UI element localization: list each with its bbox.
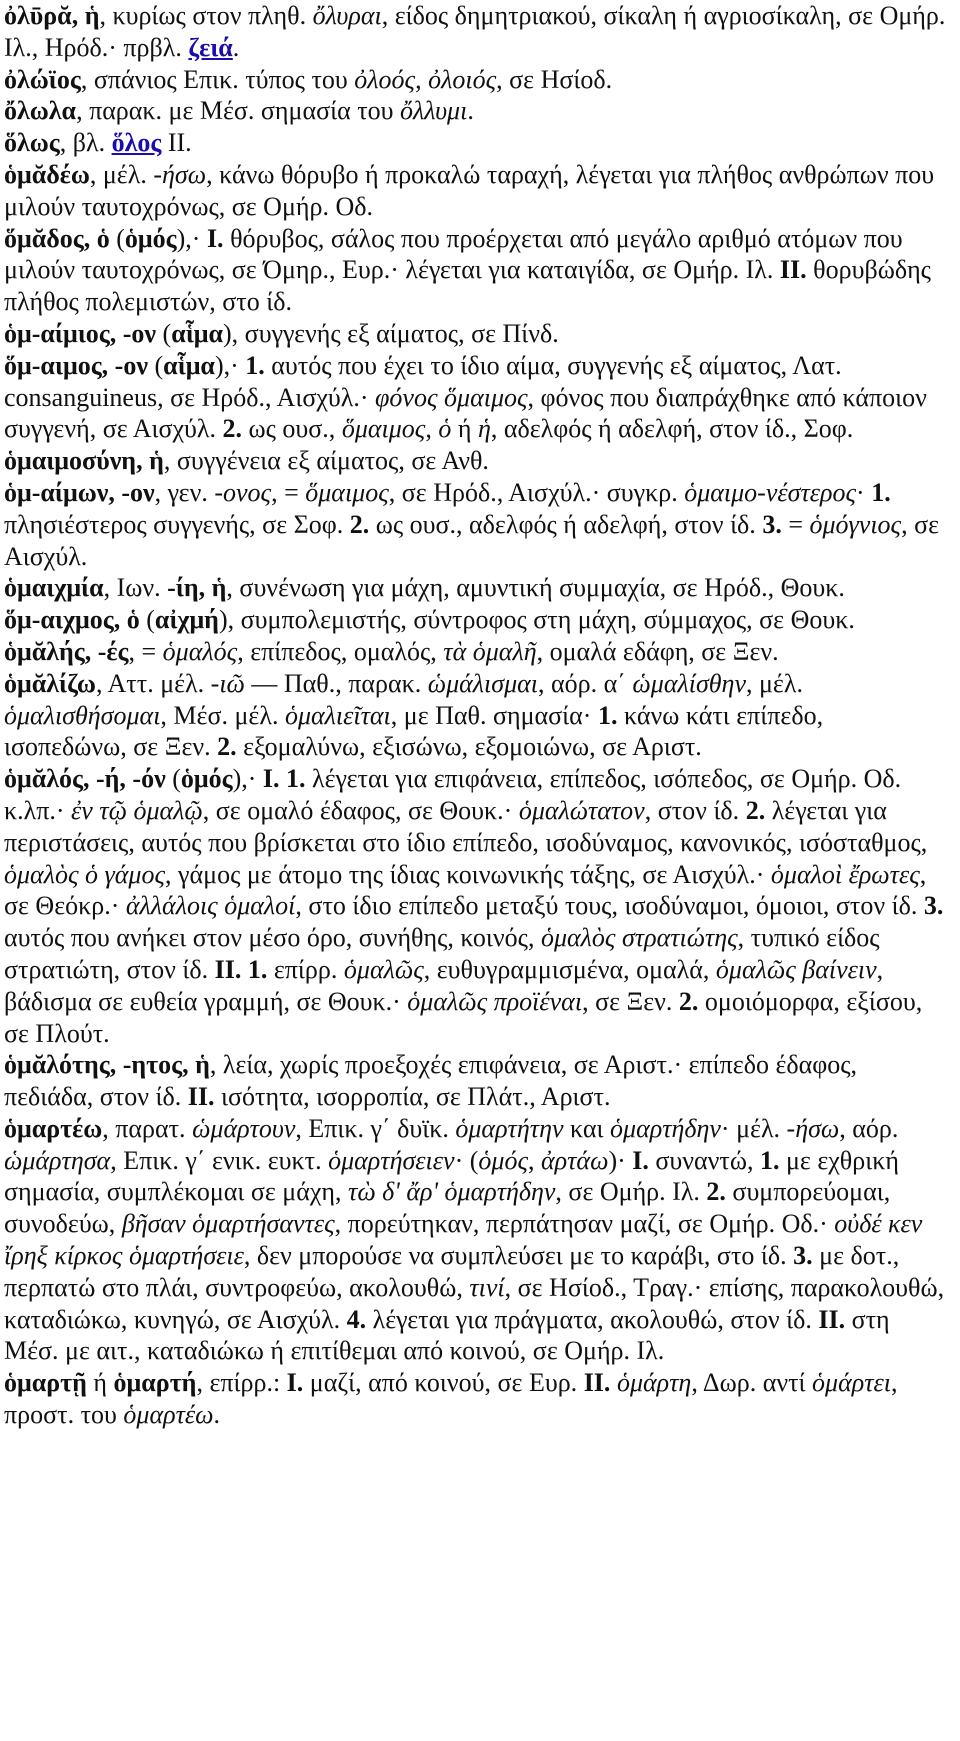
entry-text: , επίπεδος, ομαλός, [237, 636, 444, 666]
entry-text: ή [451, 414, 478, 444]
entry-text: ( [165, 764, 181, 794]
greek-italic: ὁμαλοὶ ἔρωτες [770, 859, 920, 889]
greek-italic: ὁ [438, 414, 452, 444]
headword-bold: ὁμαρτέω [4, 1113, 103, 1143]
entry-text: , σε Ησίοδ. [496, 64, 613, 94]
headword-bold: 1. [759, 1145, 780, 1175]
entry-text: , σε Θεόκρ.· [4, 859, 927, 921]
cross-reference-link[interactable]: ὅλος [111, 128, 162, 158]
entry-text: )· [608, 1145, 633, 1175]
entry-text: , γάμος με άτομο της ίδιας κοινωνικής τάξης, σε Αισχύλ.· [165, 859, 771, 889]
entry-text: αυτός που ανήκει στον μέσο όρο, συνήθης, κοινός, [4, 923, 541, 953]
headword-bold: 1. [871, 477, 891, 507]
headword-bold: αἷμα [171, 318, 224, 348]
dictionary-entry [4, 445, 950, 477]
entry-text: , μέλ. [89, 159, 154, 189]
headword-bold: I. [286, 1368, 304, 1398]
entry-text: εξομαλύνω, εξισώνω, εξομοιώνω, σε Αριστ. [236, 732, 702, 762]
entry-text: ή [86, 1368, 114, 1398]
entry-text: λέγεται για επιφάνεια, επίπεδος, ισόπεδος, σε Ομήρ. Οδ. κ.λπ.· [4, 764, 902, 825]
entry-text: συμπορεύομαι, συνοδεύω, [4, 1177, 891, 1239]
dictionary-entry [4, 1049, 950, 1113]
headword-bold: I. [206, 223, 224, 253]
entry-text: , παρακ. με Μέσ. σημασία του [76, 96, 401, 126]
entry-text: , με Παθ. σημασία· [390, 700, 598, 730]
entry-text: , σε Ησίοδ., Τραγ.· επίσης, παρακολουθώ, καταδιώκω, κυνηγώ, σε Αισχύλ. [4, 1272, 945, 1334]
entry-text: , βάδισμα σε ευθεία γραμμή, σε Θουκ.· [4, 954, 884, 1016]
entry-text: , Δωρ. αντί [691, 1368, 813, 1398]
entry-text: αυτός που έχει το ίδιο αίμα, συγγενής εξ αίματος, Λατ. consanguineus, σε Ηρόδ., Αισχύλ.· [4, 350, 842, 412]
entry-text: ως ουσ., αδελφός ή αδελφή, στον ίδ. [369, 509, 763, 539]
headword-bold: 2. [678, 986, 699, 1016]
greek-italic: ὡμάρτουν [192, 1113, 296, 1143]
entry-text: , συνένωση για μάχη, αμυντική συμμαχία, σε Ηρόδ., Θουκ. [226, 573, 845, 603]
headword-bold: ὅμ-αιμος, -ον [4, 350, 148, 380]
headword-bold: ὁμ-αίμιος, -ον [4, 318, 157, 348]
entry-text: , αδελφός ή αδελφή, στον ίδ., Σοφ. [490, 414, 854, 444]
entry-text: , Ιων. [103, 573, 168, 603]
greek-italic: ὁμαρτήδην [610, 1113, 721, 1143]
greek-italic: -ιῶ [210, 668, 245, 698]
greek-italic: ὁμαλισθήσομαι [4, 700, 161, 730]
greek-italic: -ήσω [153, 159, 207, 189]
entry-text: , Επικ. γ΄ ενικ. ευκτ. [110, 1145, 329, 1175]
headword-bold: αἷμα [163, 350, 215, 380]
greek-italic: τὼ δ' ἄρ' ὁμαρτήδην [348, 1177, 556, 1207]
headword-bold: ὁμαιμοσύνη, ἡ [4, 446, 164, 476]
greek-italic: ὁμαλώτατον [518, 795, 645, 825]
entry-text: ), συμπολεμιστής, σύντροφος στη μάχη, σύμμαχος, σε Θουκ. [218, 605, 855, 635]
entry-text: · [856, 477, 872, 507]
headword-bold: ὀλῡρᾰ, ἡ [4, 1, 100, 30]
entry-text: ( [147, 350, 164, 380]
dictionary-entry [4, 572, 950, 604]
dictionary-entry [4, 64, 950, 96]
entry-text: , ομαλά εδάφη, σε Ξεν. [536, 636, 779, 666]
greek-italic: ὁμαλῶς [343, 954, 424, 984]
headword-bold: ὁμαρτῇ [4, 1368, 87, 1398]
headword-bold: II. 1. [214, 954, 268, 984]
entry-text: , τυπικό είδος στρατιώτη, στον ίδ. [4, 923, 880, 984]
headword-bold: II. [187, 1082, 215, 1112]
entry-text: , [415, 64, 429, 94]
greek-italic: ὁμαλὸς ὁ γάμος [4, 859, 166, 889]
greek-italic: ὡμάρτησα [4, 1145, 111, 1175]
entry-text: . [213, 1400, 220, 1430]
entry-text: · μέλ. [720, 1113, 787, 1143]
greek-italic: ὁμαλιεῖται [284, 700, 391, 730]
entry-text: ),· [232, 764, 263, 794]
dictionary-entry [4, 95, 950, 127]
entry-text: , κυρίως στον πληθ. [99, 1, 313, 30]
cross-reference-link[interactable]: ζειά [188, 32, 233, 62]
headword-bold: 3. [762, 509, 782, 539]
greek-italic: ὁμάρτει [812, 1368, 891, 1398]
headword-bold: ὅμᾰδος, ὁ [4, 223, 110, 253]
entry-text: με δοτ., περπατώ στο πλάι, συντροφεύω, ακολουθώ, [4, 1241, 900, 1302]
dictionary-entry [4, 604, 950, 636]
greek-italic: -ήσω [786, 1113, 840, 1143]
entry-text: , στον ίδ. [644, 795, 746, 825]
entry-text: ( [139, 605, 155, 635]
entry-text: συναντώ, [648, 1145, 760, 1175]
greek-italic: ὁμαλῶς προϊέναι [407, 986, 583, 1016]
entry-text: , μέλ. [745, 668, 803, 698]
greek-italic: ἀλλάλοις ὁμαλοί [125, 891, 296, 921]
greek-italic: τὰ ὁμαλῆ [443, 636, 537, 666]
entry-text: , κάνω θόρυβο ή προκαλώ ταραχή, λέγεται για πλήθος ανθρώπων που μιλούν ταυτοχρόνως, σε Ομήρ. Οδ. [4, 159, 935, 221]
headword-bold: II. [583, 1368, 611, 1398]
entry-text: θορυβώδης πλήθος πολεμιστών, στο ίδ. [4, 255, 931, 317]
entry-text: , σε Ομήρ. Ιλ. [555, 1177, 707, 1207]
headword-bold: I. [632, 1145, 649, 1175]
entry-text: , στο ίδιο επίπεδο μεταξύ τους, ισοδύναμοι, όμοιοι, στον ίδ. [295, 891, 924, 921]
entry-text: επίρρ. [267, 954, 344, 984]
headword-bold: ὄλωλα [4, 96, 77, 126]
entry-text: ),· [176, 223, 207, 253]
headword-bold: ὁμᾰλότης, -ητος, ἡ [4, 1050, 210, 1080]
dictionary-entry [4, 1367, 950, 1431]
entry-text: , σε Ηρόδ., Αισχύλ.· συγκρ. [388, 477, 685, 507]
greek-italic: οὐδέ κεν ἴρηξ κίρκος ὁμαρτήσειε [4, 1209, 923, 1271]
entry-text: · ( [454, 1145, 479, 1175]
dictionary-entry [4, 1113, 950, 1367]
entry-text: , σε ομαλό έδαφος, σε Θουκ.· [202, 795, 519, 825]
entry-text: ομοιόμορφα, εξίσου, σε Πλούτ. [4, 986, 923, 1048]
greek-italic: ὁμαρτήσειεν [328, 1145, 455, 1175]
entry-text: στη Μέσ. με αιτ., καταδιώκω ή επιτίθεμαι από κοινού, σε Ομήρ. Ιλ. [4, 1304, 890, 1366]
entry-text: με εχθρική σημασία, συμπλέκομαι σε μάχη, [4, 1145, 899, 1207]
headword-bold: ὁμᾰλίζω [4, 668, 96, 698]
headword-bold: 2. [745, 795, 766, 825]
dictionary-entry [4, 636, 950, 668]
entry-text: . [467, 96, 474, 126]
entry-text: , σε Αισχύλ. [4, 509, 940, 571]
entry-text: , Αττ. μέλ. [95, 668, 211, 698]
greek-italic: ἡ [477, 414, 491, 444]
entry-text: , πορεύτηκαν, περπάτησαν μαζί, σε Ομήρ. Οδ.· [334, 1209, 835, 1239]
entry-text: , Μέσ. μέλ. [160, 700, 285, 730]
entry-text: , γεν. [154, 477, 215, 507]
entry-text: , [528, 1145, 541, 1175]
greek-italic: ὁμός [478, 1145, 528, 1175]
greek-italic: ὄλλυμι [400, 96, 468, 126]
headword-bold: 2. [706, 1177, 726, 1207]
greek-italic: ὁμάρτη [616, 1368, 692, 1398]
greek-italic: ὁμαιμο-νέστερος [684, 477, 857, 507]
greek-italic: ὁμαρτέω [123, 1400, 214, 1430]
greek-italic: -ονος [214, 477, 272, 507]
headword-bold: 2. [222, 414, 242, 444]
headword-bold: ὀλώϊος [4, 64, 81, 94]
headword-bold: ὅμ-αιχμος, ὁ [4, 605, 140, 635]
entry-text: ισότητα, ισορροπία, σε Πλάτ., Αριστ. [214, 1082, 611, 1112]
headword-bold: 4. [346, 1304, 367, 1334]
headword-bold: ὁμᾰλής, -ές [4, 636, 129, 666]
entry-text: , βλ. [59, 128, 112, 158]
entry-text: , [425, 414, 439, 444]
headword-bold: 3. [793, 1241, 813, 1271]
entry-text: , συγγένεια εξ αίματος, σε Ανθ. [163, 446, 489, 476]
entry-text: κάνω κάτι επίπεδο, ισοπεδώνω, σε Ξεν. [4, 700, 824, 762]
entry-text: . [232, 32, 240, 62]
entry-text: , σε Ξεν. [582, 986, 679, 1016]
entry-text: και [563, 1113, 611, 1143]
dictionary-entry [4, 0, 950, 64]
headword-bold: 1. [245, 350, 265, 380]
greek-italic: ὁμαρτήτην [455, 1113, 564, 1143]
entry-text: ( [156, 318, 172, 348]
headword-bold: ὁμ-αίμων, -ον [4, 477, 155, 507]
dictionary-entry [4, 159, 950, 223]
entry-text: , επίρρ.: [196, 1368, 287, 1398]
greek-italic: ὀλοός [354, 64, 416, 94]
greek-italic: τινί [469, 1272, 505, 1302]
entry-text: λέγεται για πράγματα, ακολουθώ, στον ίδ. [366, 1304, 819, 1334]
entry-text: λέγεται για περιστάσεις, αυτός που βρίσκεται στο ίδιο επίπεδο, ισοδύναμος, κανονικός, ισόσταθμος, [4, 795, 928, 857]
entry-text: , παρατ. [102, 1113, 193, 1143]
entry-text: , = [271, 477, 306, 507]
headword-bold: I. 1. [262, 764, 306, 794]
greek-italic: ὄλυραι [312, 1, 382, 30]
greek-italic: ὁμαλὸς στρατιώτης [540, 923, 738, 953]
entry-text: = [781, 509, 810, 539]
dictionary-entry [4, 127, 950, 159]
headword-bold: ὁμός [180, 764, 233, 794]
entry-text: , αόρ. [839, 1113, 899, 1143]
entry-text: μαζί, από κοινού, σε Ευρ. [303, 1368, 584, 1398]
entry-text: , λεία, χωρίς προεξοχές επιφάνεια, σε Αριστ.· επίπεδο έδαφος, πεδιάδα, στον ίδ. [4, 1050, 858, 1112]
greek-italic: ἐν τῷ ὁμαλῷ [71, 795, 203, 825]
entry-text: θόρυβος, σάλος που προέρχεται από μεγάλο αριθμό ατόμων που μιλούν ταυτοχρόνως, σε Όμηρ., Ευρ.· λέγεται για καταιγίδα, σε Ομήρ. Ιλ. [4, 223, 903, 285]
dictionary-entry [4, 668, 950, 763]
greek-italic: ἀρτάω [541, 1145, 609, 1175]
entry-text: ως ουσ., [242, 414, 342, 444]
headword-bold: 3. [923, 891, 944, 921]
entry-text: , αόρ. α΄ [538, 668, 633, 698]
greek-italic: ὁμαλῶς βαίνειν [715, 954, 877, 984]
headword-bold: ὁμός [124, 223, 177, 253]
entry-text: ( [109, 223, 125, 253]
dictionary-entry [4, 763, 950, 1049]
headword-bold: ὅλως [4, 128, 60, 158]
greek-italic: ὅμαιμος [341, 414, 426, 444]
greek-italic: ὀλοιός [428, 64, 497, 94]
headword-bold: 1. [597, 700, 618, 730]
entry-text: , Επικ. γ΄ δυϊκ. [295, 1113, 456, 1143]
entry-text: II. [161, 128, 192, 158]
entry-text: , = [128, 636, 163, 666]
headword-bold: ὁμαιχμία [4, 573, 104, 603]
headword-bold: ὁμᾰλός, -ή, -όν [4, 764, 166, 794]
headword-bold: -ίη, ἡ [167, 573, 227, 603]
entry-text: , ευθυγραμμισμένα, ομαλά, [423, 954, 716, 984]
headword-bold: 2. [217, 732, 237, 762]
entry-text: ),· [214, 350, 246, 380]
greek-italic: ὅμαιμος [305, 477, 389, 507]
dictionary-entry [4, 318, 950, 350]
greek-italic: βῆσαν ὁμαρτήσαντες [121, 1209, 335, 1239]
entry-text: πλησιέστερος συγγενής, σε Σοφ. [4, 509, 350, 539]
headword-bold: αἰχμή [154, 605, 219, 635]
dictionary-entry [4, 350, 950, 445]
headword-bold: ὁμαρτή [113, 1368, 197, 1398]
greek-italic: φόνος ὅμαιμος [375, 382, 528, 412]
greek-italic: ὡμαλίσθην [632, 668, 746, 698]
dictionary-entry [4, 223, 950, 318]
dictionary-entry [4, 477, 950, 572]
entry-text: ), συγγενής εξ αίματος, σε Πίνδ. [223, 318, 559, 348]
greek-italic: ὁμόγνιος [809, 509, 902, 539]
greek-italic: ὡμάλισμαι [427, 668, 539, 698]
headword-bold: 2. [349, 509, 370, 539]
entry-text: — Παθ., παρακ. [244, 668, 428, 698]
entry-text: , προστ. του [4, 1368, 898, 1430]
entry-text: , δεν μπορούσε να συμπλεύσει με το καράβι, στο ίδ. [243, 1241, 794, 1271]
entry-text: , σπάνιος Επικ. τύπος του [80, 64, 355, 94]
greek-italic: ὁμαλός [162, 636, 238, 666]
entry-text: , είδος δημητριακού, σίκαλη ή αγριοσίκαλη, σε Ομήρ. Ιλ., Ηρόδ.· πρβλ. [4, 1, 946, 62]
entry-text: , φόνος που διαπράχθηκε από κάποιον συγγενή, σε Αισχύλ. [4, 382, 927, 444]
headword-bold: II. [779, 255, 807, 285]
headword-bold: ὁμᾰδέω [4, 159, 90, 189]
headword-bold: II. [818, 1304, 846, 1334]
